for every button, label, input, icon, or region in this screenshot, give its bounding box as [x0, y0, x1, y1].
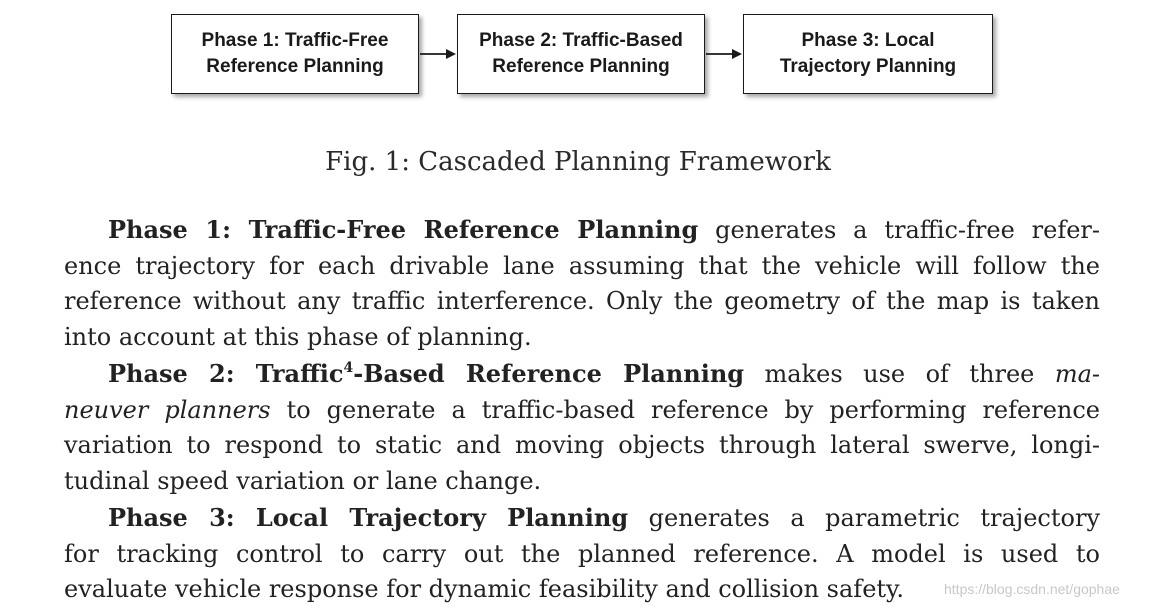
- phase-3-box: [743, 14, 993, 94]
- paragraph-line: [64, 356, 1100, 393]
- phase-2-box-line2: Reference Planning: [492, 56, 670, 77]
- paragraph-heading: Phase 1: Traffic-Free Reference Planning: [108, 215, 699, 244]
- paragraph-text: generates a traffic-free refer-: [698, 216, 1100, 244]
- paragraph-line: variation to respond to static and moving objects through lateral swerve, longi-: [64, 431, 1100, 460]
- phase-2-box: [457, 14, 705, 94]
- paragraph-line: into account at this phase of planning.: [64, 323, 532, 352]
- paragraph-line: for tracking control to carry out the planned reference. A model is used to: [64, 539, 1100, 568]
- paragraph-italic-text: ma-: [1054, 360, 1101, 388]
- paragraph-text: makes use of three: [744, 360, 1055, 388]
- framework-diagram: [0, 0, 1156, 110]
- phase-2-box-line1: Phase 2: Traffic-Based: [479, 30, 683, 51]
- paragraph-heading-part: Phase 2: Traffic: [108, 359, 344, 388]
- paragraph-line: evaluate vehicle response for dynamic feasibility and collision safety.: [64, 575, 905, 604]
- paragraph-text: generates a parametric trajectory: [628, 504, 1100, 532]
- paragraph-line: [64, 212, 1100, 249]
- phase-3-box-line2: Trajectory Planning: [779, 56, 957, 77]
- arrow-right-icon: [419, 44, 457, 64]
- paragraph-italic-text: neuver planners: [64, 395, 271, 424]
- phase-3-box-line1: Phase 3: Local: [801, 30, 935, 51]
- paragraph-line: tudinal speed variation or lane change.: [64, 467, 542, 496]
- paragraph-phase-2: [64, 356, 1100, 500]
- paragraph-line: ence trajectory for each drivable lane assuming that the vehicle will follow the: [64, 251, 1100, 280]
- paragraph-line: [64, 500, 1100, 537]
- watermark: https://blog.csdn.net/gophae: [944, 581, 1120, 597]
- paragraph-heading: [108, 359, 744, 388]
- arrow-right-icon: [705, 44, 743, 64]
- footnote-marker: 4: [343, 360, 354, 376]
- paragraph-line: [64, 393, 1100, 429]
- phase-1-box-line2: Reference Planning: [206, 56, 384, 77]
- paragraph-phase-1: [64, 212, 1100, 356]
- phase-1-box-line1: Phase 1: Traffic-Free: [201, 30, 389, 51]
- paragraph-text: to generate a traffic-based reference by performing reference: [270, 395, 1101, 424]
- paragraph-heading-part: -Based Reference Planning: [353, 359, 745, 388]
- paragraph-line: reference without any traffic interference. Only the geometry of the map is taken: [64, 287, 1100, 316]
- paragraph-heading: Phase 3: Local Trajectory Planning: [108, 503, 629, 532]
- figure-caption: Fig. 1: Cascaded Planning Framework: [325, 147, 831, 177]
- phase-1-box: [171, 14, 419, 94]
